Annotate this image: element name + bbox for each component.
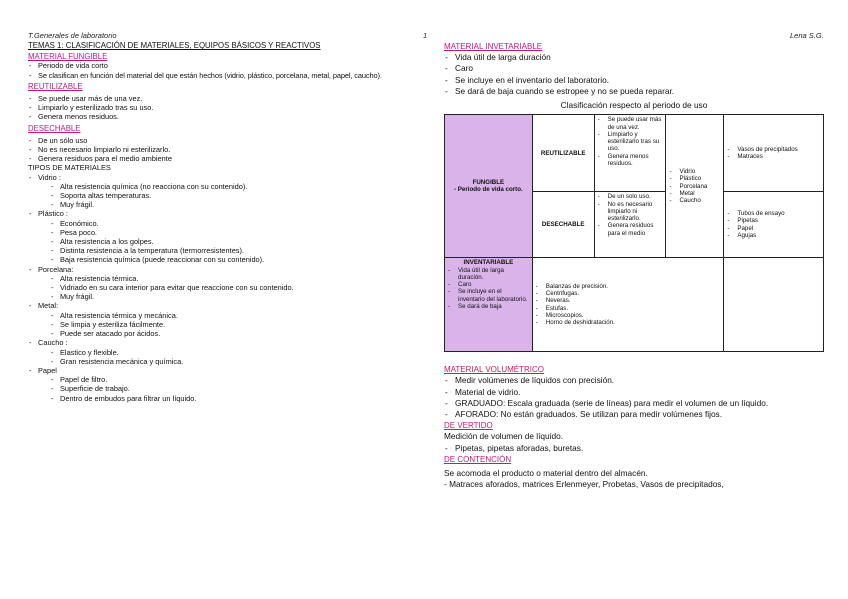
- list-item: - Vidrio: [668, 168, 721, 175]
- list-item: - Horno de deshidratación.: [535, 319, 722, 326]
- contencion-text-2: - Matraces aforados, matrices Erlenmeyer, Probetas, Vasos de precipitados,: [444, 479, 724, 490]
- list-item: - AFORADO: No están graduados. Se utilizan para medir volúmenes fijos.: [444, 409, 824, 420]
- list-item: - Dentro de embudos para filtrar un líquido.: [46, 394, 406, 403]
- material-properties: [38, 182, 406, 210]
- list-item: - Gran resistencia mecánica y química.: [46, 357, 406, 366]
- list-item: - Papel de filtro.: [46, 375, 406, 384]
- cell-materials: [666, 115, 724, 258]
- volumetrico-list: [444, 375, 824, 420]
- list-item: - No es necesario limpiarlo ni esterilizarlo.: [28, 145, 406, 154]
- list-item: - Baja resistencia química (puede reaccionar con su contenido).: [46, 255, 406, 264]
- material-type-name: Papel: [38, 365, 57, 375]
- list-item: - Se dará de baja cuando se estropee y no se pueda reparar.: [444, 86, 824, 97]
- list-item: - Genera residuos para el medio: [597, 222, 664, 237]
- list-item: - Económico.: [46, 219, 406, 228]
- list-item: - Muy frágil.: [46, 200, 406, 209]
- list-item: - Genera menos residuos.: [597, 153, 664, 168]
- material-type-metal: [28, 301, 406, 338]
- list-item: - Centrifugas.: [535, 290, 722, 297]
- list-item: - Genera residuos para el medio ambiente: [28, 154, 406, 163]
- tipos-list: [28, 173, 406, 403]
- list-item: - Pesa poco.: [46, 228, 406, 237]
- fungible-sub: - Periodo de vida corto.: [453, 186, 523, 194]
- fungible-label: FUNGIBLE: [472, 178, 505, 186]
- list-item: - Caucho: [668, 197, 721, 204]
- heading-tipos-de-materiales: TIPOS DE MATERIALES: [28, 163, 111, 173]
- list-item: - De un sólo uso: [28, 136, 406, 145]
- list-item: - Pipetas, pipetas aforadas, buretas.: [444, 443, 824, 454]
- list-item: - Vida útil de larga duración: [444, 52, 824, 63]
- list-item: - Balanzas de precisión.: [535, 283, 722, 290]
- heading-reutilizable: REUTILIZABLE: [28, 81, 83, 91]
- list-item: - Estufas.: [535, 305, 722, 312]
- list-item: - Se clasifican en función del material del que están hechos (vidrio, plástico, porcelana, metal, papel, caucho).: [28, 71, 406, 80]
- inventariable-label: INVENTARIABLE: [463, 259, 514, 267]
- list-item: - Genera menos residuos.: [28, 112, 406, 121]
- material-type-name: Porcelana:: [38, 264, 74, 274]
- list-item: - Material de vidrio.: [444, 387, 824, 398]
- reutilizable-list: [28, 94, 406, 122]
- material-type-name: Metal:: [38, 301, 59, 311]
- material-type-papel: [28, 366, 406, 403]
- cell-desechable-label: [532, 192, 594, 258]
- reutilizable-label: REUTILIZABLE: [540, 149, 586, 157]
- list-item: - Metal: [668, 190, 721, 197]
- list-item: - Limpiarlo y esterilizarlo tras su uso.: [597, 131, 664, 153]
- left-column: [28, 41, 406, 403]
- list-item: - De un solo uso.: [597, 193, 664, 200]
- cell-fungible: [445, 115, 533, 258]
- list-item: - Periodo de vida corto: [28, 61, 406, 70]
- list-item: - Se puede usar más de una vez.: [597, 116, 664, 131]
- cell-reutilizable-examples: [724, 115, 824, 192]
- list-item: - Se puede usar más de una vez.: [28, 94, 406, 103]
- material-type-caucho: [28, 338, 406, 366]
- material-properties: [38, 274, 406, 302]
- vertido-text: Medición de volumen de líquido.: [444, 431, 563, 442]
- list-item: - Limpiarlo y esterilizado tras su uso.: [28, 103, 406, 112]
- list-item: - Microscopios.: [535, 312, 722, 319]
- list-item: - Elastico y flexible.: [46, 348, 406, 357]
- material-type-porcelana: [28, 265, 406, 302]
- page-number: 1: [423, 31, 428, 40]
- cell-reutilizable-label: [532, 115, 594, 192]
- list-item: - Matraces: [726, 153, 821, 160]
- list-item: - Vasos de precipitados: [726, 146, 821, 153]
- material-type-plastico: [28, 209, 406, 264]
- list-item: - GRADUADO: Escala graduada (serie de líneas) para medir el volumen de un líquido.: [444, 398, 824, 409]
- desechable-label: DESECHABLE: [541, 221, 585, 229]
- list-item: - Superficie de trabajo.: [46, 384, 406, 393]
- cell-desechable-examples: [724, 192, 824, 258]
- list-item: - Soporta altas temperaturas.: [46, 191, 406, 200]
- list-item: - Caro: [447, 281, 530, 288]
- right-column: [444, 41, 824, 490]
- material-type-name: Caucho :: [38, 338, 68, 348]
- list-item: - Neveras.: [535, 297, 722, 304]
- contencion-text: Se acomoda el producto o material dentro del almacén.: [444, 468, 648, 479]
- desechable-list: [28, 136, 406, 164]
- material-type-name: Plástico :: [38, 209, 68, 219]
- document-header-left: T.Generales de laboratorio: [28, 31, 117, 40]
- list-item: - Puede ser atacado por ácidos.: [46, 329, 406, 338]
- list-item: - Alta resistencia térmica.: [46, 274, 406, 283]
- cell-inventariable: [445, 258, 533, 352]
- list-item: - Alta resistencia térmica y mecánica.: [46, 311, 406, 320]
- list-item: - Se incluye en el inventario del laboratorio.: [444, 75, 824, 86]
- list-item: - Medir volúmenes de líquidos con precisión.: [444, 375, 824, 386]
- cell-inventariable-examples: [532, 258, 724, 352]
- heading-de-contencion: DE CONTENCIÓN: [444, 454, 512, 464]
- material-type-name: Vidrio :: [38, 172, 61, 182]
- page-title: TEMAS 1: CLASIFICACIÓN DE MATERIALES, EQUIPOS BÁSICOS Y REACTIVOS: [28, 41, 321, 50]
- list-item: - No es necesario limpiarlo ni esterilizarlo.: [597, 201, 664, 223]
- material-properties: [38, 375, 406, 403]
- list-item: - Agujas: [726, 232, 821, 239]
- table-caption: Clasificación respecto al periodo de uso: [560, 100, 708, 111]
- list-item: - Se dará de baja: [447, 303, 530, 310]
- material-properties: [38, 311, 406, 339]
- material-properties: [38, 219, 406, 265]
- cell-empty: [724, 258, 824, 352]
- document-header-right: Lena S.G.: [790, 31, 824, 40]
- heading-de-vertido: DE VERTIDO: [444, 421, 493, 431]
- list-item: - Tubos de ensayo: [726, 210, 821, 217]
- list-item: - Porcelana: [668, 183, 721, 190]
- list-item: - Se incluye en el inventario del laboratorio.: [447, 288, 530, 303]
- list-item: - Alta resistencia a los golpes.: [46, 237, 406, 246]
- heading-material-volumetrico: MATERIAL VOLUMÉTRICO: [444, 365, 545, 375]
- inventariable-list: [444, 52, 824, 97]
- material-type-vidrio: [28, 173, 406, 210]
- list-item: - Caro: [444, 63, 824, 74]
- classification-table: [444, 114, 824, 352]
- heading-desechable: DESECHABLE: [28, 123, 81, 133]
- list-item: - Vida útil de larga duración.: [447, 267, 530, 282]
- list-item: - Se limpia y esteriliza fácilmente.: [46, 320, 406, 329]
- cell-reutilizable-desc: [594, 115, 666, 192]
- fungible-list: [28, 61, 406, 79]
- list-item: - Plástico: [668, 175, 721, 182]
- list-item: - Pipetas: [726, 217, 821, 224]
- material-properties: [38, 348, 406, 366]
- list-item: - Alta resistencia química (no reacciona con su contenido).: [46, 182, 406, 191]
- list-item: - Distinta resistencia a la temperatura (termorresistentes).: [46, 246, 406, 255]
- list-item: - Vidriado en su cara interior para evitar que reaccione con su contenido.: [46, 283, 406, 292]
- list-item: - Papel: [726, 225, 821, 232]
- cell-desechable-desc: [594, 192, 666, 258]
- heading-material-inventariable: MATERIAL INVETARIABLE: [444, 42, 543, 51]
- list-item: - Muy frágil.: [46, 292, 406, 301]
- vertido-list: [444, 443, 824, 454]
- heading-material-fungible: MATERIAL FUNGIBLE: [28, 52, 108, 62]
